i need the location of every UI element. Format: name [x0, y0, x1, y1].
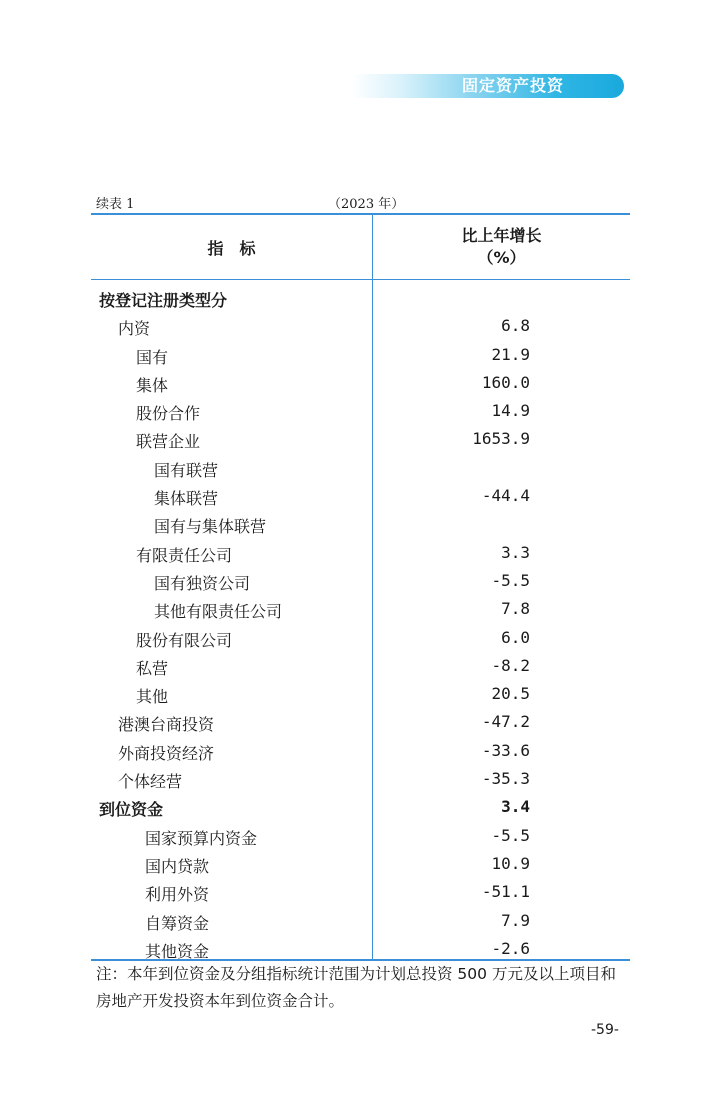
section-title: 固定资产投资 [461, 76, 564, 95]
row-label: 按登记注册类型分 [99, 291, 228, 310]
row-label: 其他 [136, 687, 169, 707]
table-row [91, 823, 630, 851]
table-row [91, 625, 630, 653]
table-row [91, 709, 630, 737]
table-label: 续表 1 [96, 197, 135, 212]
row-value: 160.0 [481, 372, 530, 392]
row-value: 6.8 [501, 316, 530, 336]
row-value: -5.5 [491, 825, 530, 845]
table-row [91, 342, 630, 370]
table-row [91, 653, 630, 681]
row-label: 国家预算内资金 [145, 828, 258, 848]
row-value: 6.0 [501, 627, 530, 647]
header-growth-line2: （%） [477, 248, 526, 267]
table-row [91, 370, 630, 398]
table-row [91, 936, 630, 964]
row-value: -33.6 [481, 740, 530, 760]
row-value: -47.2 [481, 712, 530, 732]
row-value: 7.8 [501, 599, 530, 619]
row-label: 股份合作 [136, 404, 201, 424]
row-label: 个体经营 [118, 772, 183, 792]
row-label: 国有与集体联营 [154, 517, 267, 537]
row-value: -8.2 [491, 655, 530, 675]
table-row [91, 908, 630, 936]
page-number: -59- [591, 1022, 619, 1038]
header-growth [373, 225, 630, 269]
section-banner [352, 74, 624, 98]
row-label: 国有 [136, 347, 169, 367]
table-row [91, 426, 630, 454]
table-row [91, 540, 630, 568]
footnote: 注：本年到位资金及分组指标统计范围为计划总投资 500 万元及以上项目和房地产开发投资本年到位资金合计。 [96, 965, 616, 1010]
table-row [91, 794, 630, 822]
table-row [91, 398, 630, 426]
table-row [91, 879, 630, 907]
table-row [91, 483, 630, 511]
row-value: 3.4 [501, 797, 530, 817]
statistics-table [91, 213, 630, 961]
row-label: 其他资金 [145, 941, 210, 961]
header-growth-line1: 比上年增长 [461, 226, 542, 245]
row-value: -2.6 [491, 938, 530, 958]
row-label: 集体联营 [154, 489, 219, 509]
row-value: -44.4 [481, 486, 530, 506]
row-value: -51.1 [481, 882, 530, 902]
row-label: 其他有限责任公司 [154, 602, 283, 622]
row-value: 7.9 [501, 910, 530, 930]
row-label: 股份有限公司 [136, 630, 233, 650]
table-row [91, 313, 630, 341]
header-indicator: 指 标 [207, 238, 256, 258]
table-row [91, 766, 630, 794]
row-label: 利用外资 [145, 885, 210, 905]
table-body [91, 285, 630, 964]
row-value: 14.9 [491, 401, 530, 421]
table-row [91, 596, 630, 624]
header-divider [91, 279, 630, 280]
row-label: 到位资金 [99, 800, 164, 820]
table-row [91, 285, 630, 313]
row-label: 有限责任公司 [136, 545, 233, 565]
row-label: 私营 [136, 658, 169, 678]
row-label: 港澳台商投资 [118, 715, 215, 735]
row-label: 外商投资经济 [118, 743, 215, 763]
table-row [91, 738, 630, 766]
row-value: -35.3 [481, 769, 530, 789]
row-label: 内资 [118, 319, 151, 339]
row-label: 集体 [136, 375, 169, 395]
row-value: 20.5 [491, 684, 530, 704]
row-value: 10.9 [491, 853, 530, 873]
table-row [91, 568, 630, 596]
row-label: 国有独资公司 [154, 573, 251, 593]
row-label: 国内贷款 [145, 856, 210, 876]
table-year: （2023 年） [328, 197, 405, 212]
row-value: 1653.9 [472, 429, 530, 449]
table-row [91, 681, 630, 709]
table-row [91, 851, 630, 879]
row-label: 国有联营 [154, 460, 219, 480]
row-label: 联营企业 [136, 432, 201, 452]
row-value: 3.3 [501, 542, 530, 562]
row-value: 21.9 [491, 344, 530, 364]
row-label: 自筹资金 [145, 913, 210, 933]
table-row [91, 511, 630, 539]
row-value: -5.5 [491, 570, 530, 590]
table-row [91, 455, 630, 483]
